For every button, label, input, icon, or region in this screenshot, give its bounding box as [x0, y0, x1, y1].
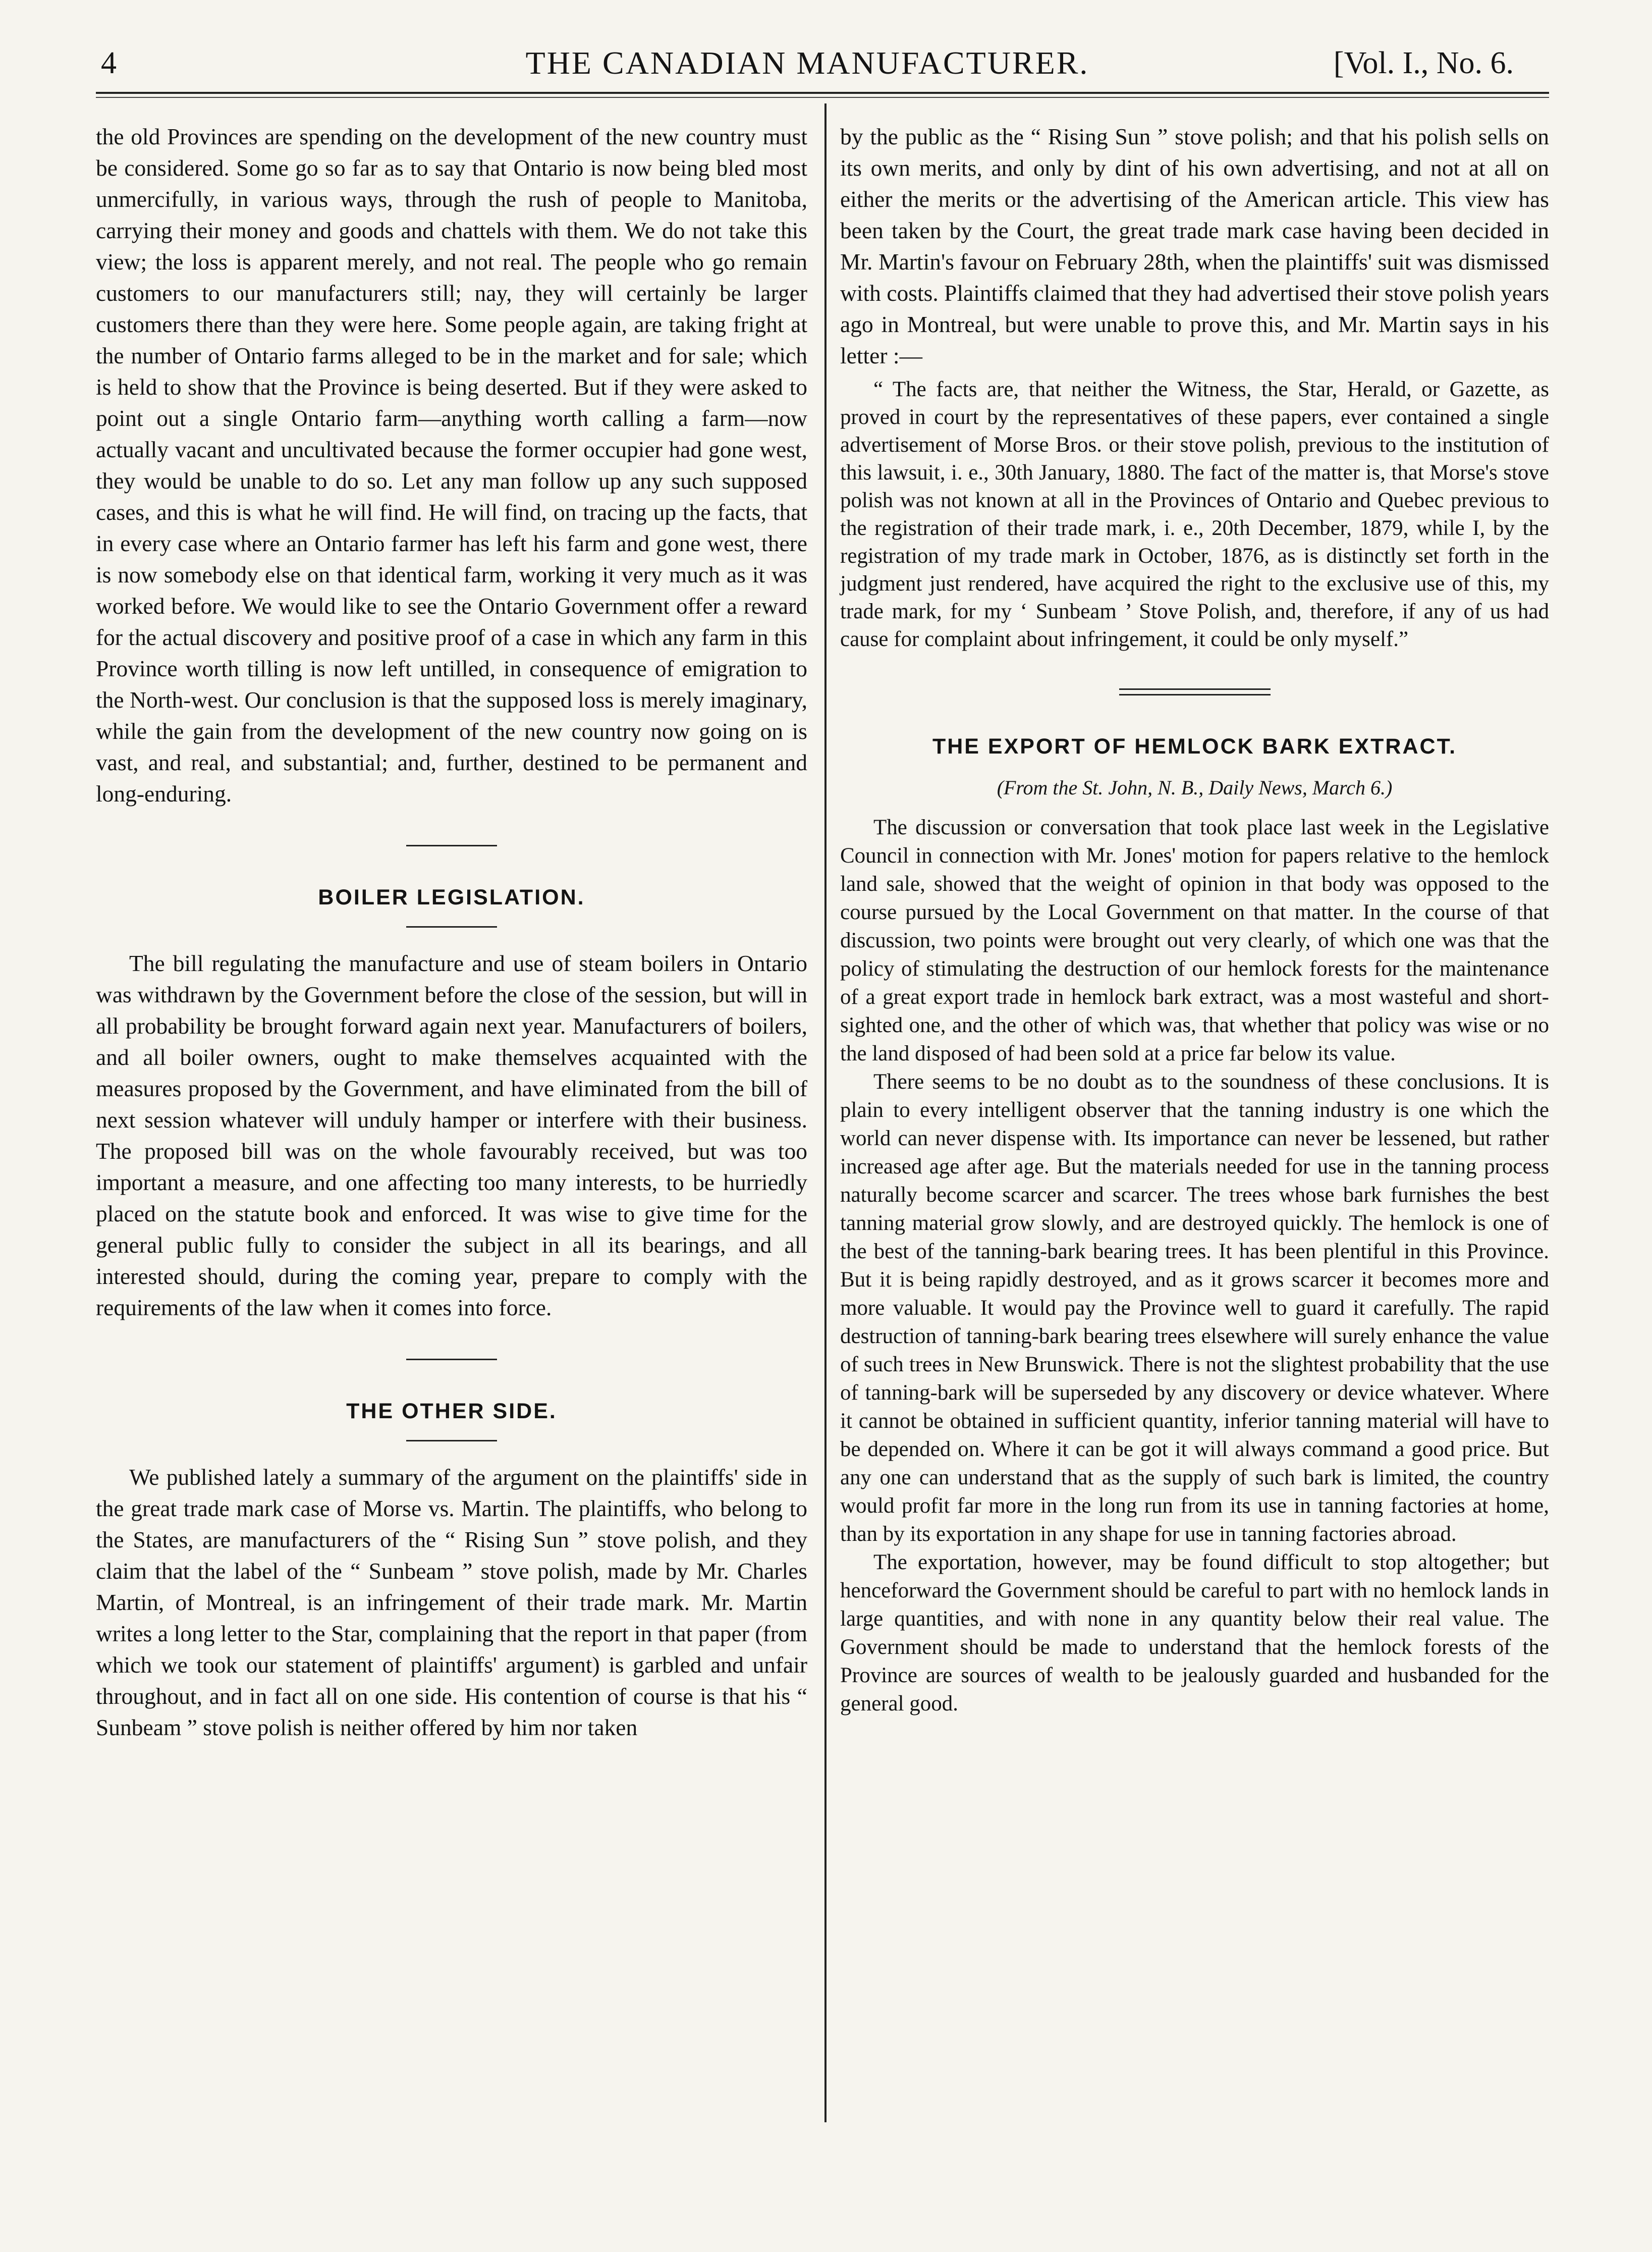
- hemlock-byline: (From the St. John, N. B., Daily News, March 6.): [997, 776, 1393, 799]
- header-rule: [96, 92, 1549, 94]
- boiler-legislation-heading: BOILER LEGISLATION.: [318, 885, 585, 909]
- martin-letter-quote: “ The facts are, that neither the Witness, the Star, Herald, or Gazette, as proved in court by the representatives of these papers, ever contained a single advertisement of Morse Bros. or their stove polish, previous to the institution of this lawsuit, i. e., 30th January, 1880. The fact of the matter is, that Morse's stove polish was not known at all in the Provinces of Ontario and Quebec previous to the registration of their trade mark, i. e., 20th December, 1879, while I, by the registration of my trade mark in October, 1876, as is distinctly set forth in the judgment just rendered, have acquired the right to the exclusive use of this, my trade mark, for my ‘ Sunbeam ’ Stove Polish, and, therefore, if any of us had cause for complaint about infringement, it could be only myself.”: [840, 378, 1549, 651]
- other-side-paragraph: We published lately a summary of the argument on the plaintiffs' side in the great trade mark case of Morse vs. Martin. The plaintiffs, who belong to the States, are manufacturers of the “ Rising Sun ” stove polish, and they claim that the label of the “ Sunbeam ” stove polish, made by Mr. Charles Martin, of Montreal, is an infringement of their trade mark. Mr. Martin writes a long letter to the Star, complaining that the report in that paper (from which we took our statement of plaintiffs' argument) is garbled and unfair throughout, and in fact all on one side. His contention of course is that his “ Sunbeam ” stove polish is neither offered by him nor taken: [96, 1464, 807, 1740]
- boiler-legislation-paragraph: The bill regulating the manufacture and use of steam boilers in Ontario was withdrawn by the Government before the close of the session, but will in all probability be brought forward again next year. Manufacturers of boilers, and all boiler owners, ought to make themselves acquainted with the measures proposed by the Government, and have eliminated from the bill of next session whatever will unduly hamper or interfere with their business. The proposed bill was on the whole favourably received, but was too important a measure, and one affecting too many interests, to be hurriedly placed on the statute book and enforced. It was wise to give time for the general public fully to consider the subject in all its bearings, and all interested should, during the coming year, prepare to comply with the requirements of the law when it comes into force.: [96, 950, 807, 1320]
- other-side-continuation: by the public as the “ Rising Sun ” stove polish; and that his polish sells on its own merits, and only by dint of his own advertising, and not at all on either the merits or the advertising of the American article. This view has been taken by the Court, the great trade mark case having been decided in Mr. Martin's favour on February 28th, when the plaintiffs' suit was dismissed with costs. Plaintiffs claimed that they had advertised their stove polish years ago in Montreal, but were unable to prove this, and Mr. Martin says in his letter :—: [840, 124, 1549, 368]
- hemlock-paragraph-3: The exportation, however, may be found difficult to stop altogether; but henceforward the Government should be careful to part with no hemlock lands in large quantities, and with none in any quantity below their real value. The Government should be made to understand that the hemlock forests of the Province are sources of wealth to be jealously guarded and husbanded for the general good.: [840, 1550, 1549, 1715]
- continued-paragraph: the old Provinces are spending on the development of the new country must be considered. Some go so far as to say that Ontario is now being bled most unmercifully, in various ways, through the rush of people to Manitoba, carrying their money and goods and chattels with them. We do not take this view; the loss is apparent merely, and not real. The people who go remain customers to our manufacturers still; nay, they will certainly be larger customers there than they were here. Some people again, are taking fright at the number of Ontario farms alleged to be in the market and for sale; which is held to show that the Province is being deserted. But if they were asked to point out a single Ontario farm—anything worth calling a farm—now actually vacant and uncultivated because the former occupier had gone west, they would be unable to do so. Let any man follow up any such supposed cases, and this is what he will find. He will find, on tracing up the facts, that in every case where an Ontario farmer has left his farm and gone west, there is now somebody else on that identical farm, working it very much as it was worked before. We would like to see the Ontario Government offer a reward for the actual discovery and positive proof of a case in which any farm in this Province worth tilling is now left untilled, in consequence of emigration to the North-west. Our conclusion is that the supposed loss is merely imaginary, while the gain from the development of the new country now going on is vast, and real, and substantial; and, further, destined to be permanent and long-enduring.: [96, 124, 807, 807]
- publication-title: THE CANADIAN MANUFACTURER.: [525, 45, 1089, 81]
- page-header: [101, 40, 1514, 86]
- page-number: 4: [101, 46, 117, 80]
- header-rule-secondary: [96, 97, 1549, 98]
- volume-label: [Vol. I., No. 6.: [1333, 46, 1514, 80]
- section-separator: [406, 1359, 497, 1360]
- section-separator: [1119, 688, 1271, 690]
- hemlock-paragraph-2: There seems to be no doubt as to the soundness of these conclusions. It is plain to every intelligent observer that the tanning industry is one which the world can never dispense with. Its importance can never be lessened, but rather increased age after age. But the materials needed for use in the tanning process naturally become scarcer and scarcer. The trees whose bark furnishes the best tanning material grow slowly, and are destroyed quickly. The hemlock is one of the best of the tanning-bark bearing trees. It has been plentiful in this Province. But it is being rapidly destroyed, and as it grows scarcer it becomes more and more valuable. It would pay the Province well to guard it carefully. The rapid destruction of tanning-bark bearing trees elsewhere will surely enhance the value of such trees in New Brunswick. There is not the slightest probability that the use of tanning-bark will be superseded by any discovery or device whatever. Where it cannot be obtained in sufficient quantity, inferior tanning material will have to be depended on. Where it can be got it will always command a good price. But any one can understand that as the supply of such bark is limited, the country would profit far more in the long run from its use in tanning factories at home, than by its exportation in any shape for use in tanning factories abroad.: [840, 1070, 1549, 1546]
- section-separator: [406, 845, 497, 846]
- column-divider: [824, 103, 827, 2122]
- section-separator-secondary: [1119, 694, 1271, 695]
- hemlock-heading: THE EXPORT OF HEMLOCK BARK EXTRACT.: [932, 734, 1457, 759]
- right-column: [840, 121, 1549, 1718]
- hemlock-paragraph-1: The discussion or conversation that took place last week in the Legislative Council in connection with Mr. Jones' motion for papers relative to the hemlock land sale, showed that the weight of opinion in that body was opposed to the course pursued by the Local Government on that matter. In the course of that discussion, two points were brought out very clearly, of which one was that the policy of stimulating the destruction of our hemlock forests for the maintenance of a great export trade in hemlock bark extract, was a most wasteful and short-sighted one, and the other of which was, that whether that policy was wise or no the land disposed of had been sold at a price far below its value.: [840, 816, 1549, 1065]
- heading-underline: [406, 926, 497, 928]
- left-column: [96, 121, 807, 1743]
- other-side-heading: THE OTHER SIDE.: [346, 1399, 557, 1423]
- heading-underline: [406, 1440, 497, 1441]
